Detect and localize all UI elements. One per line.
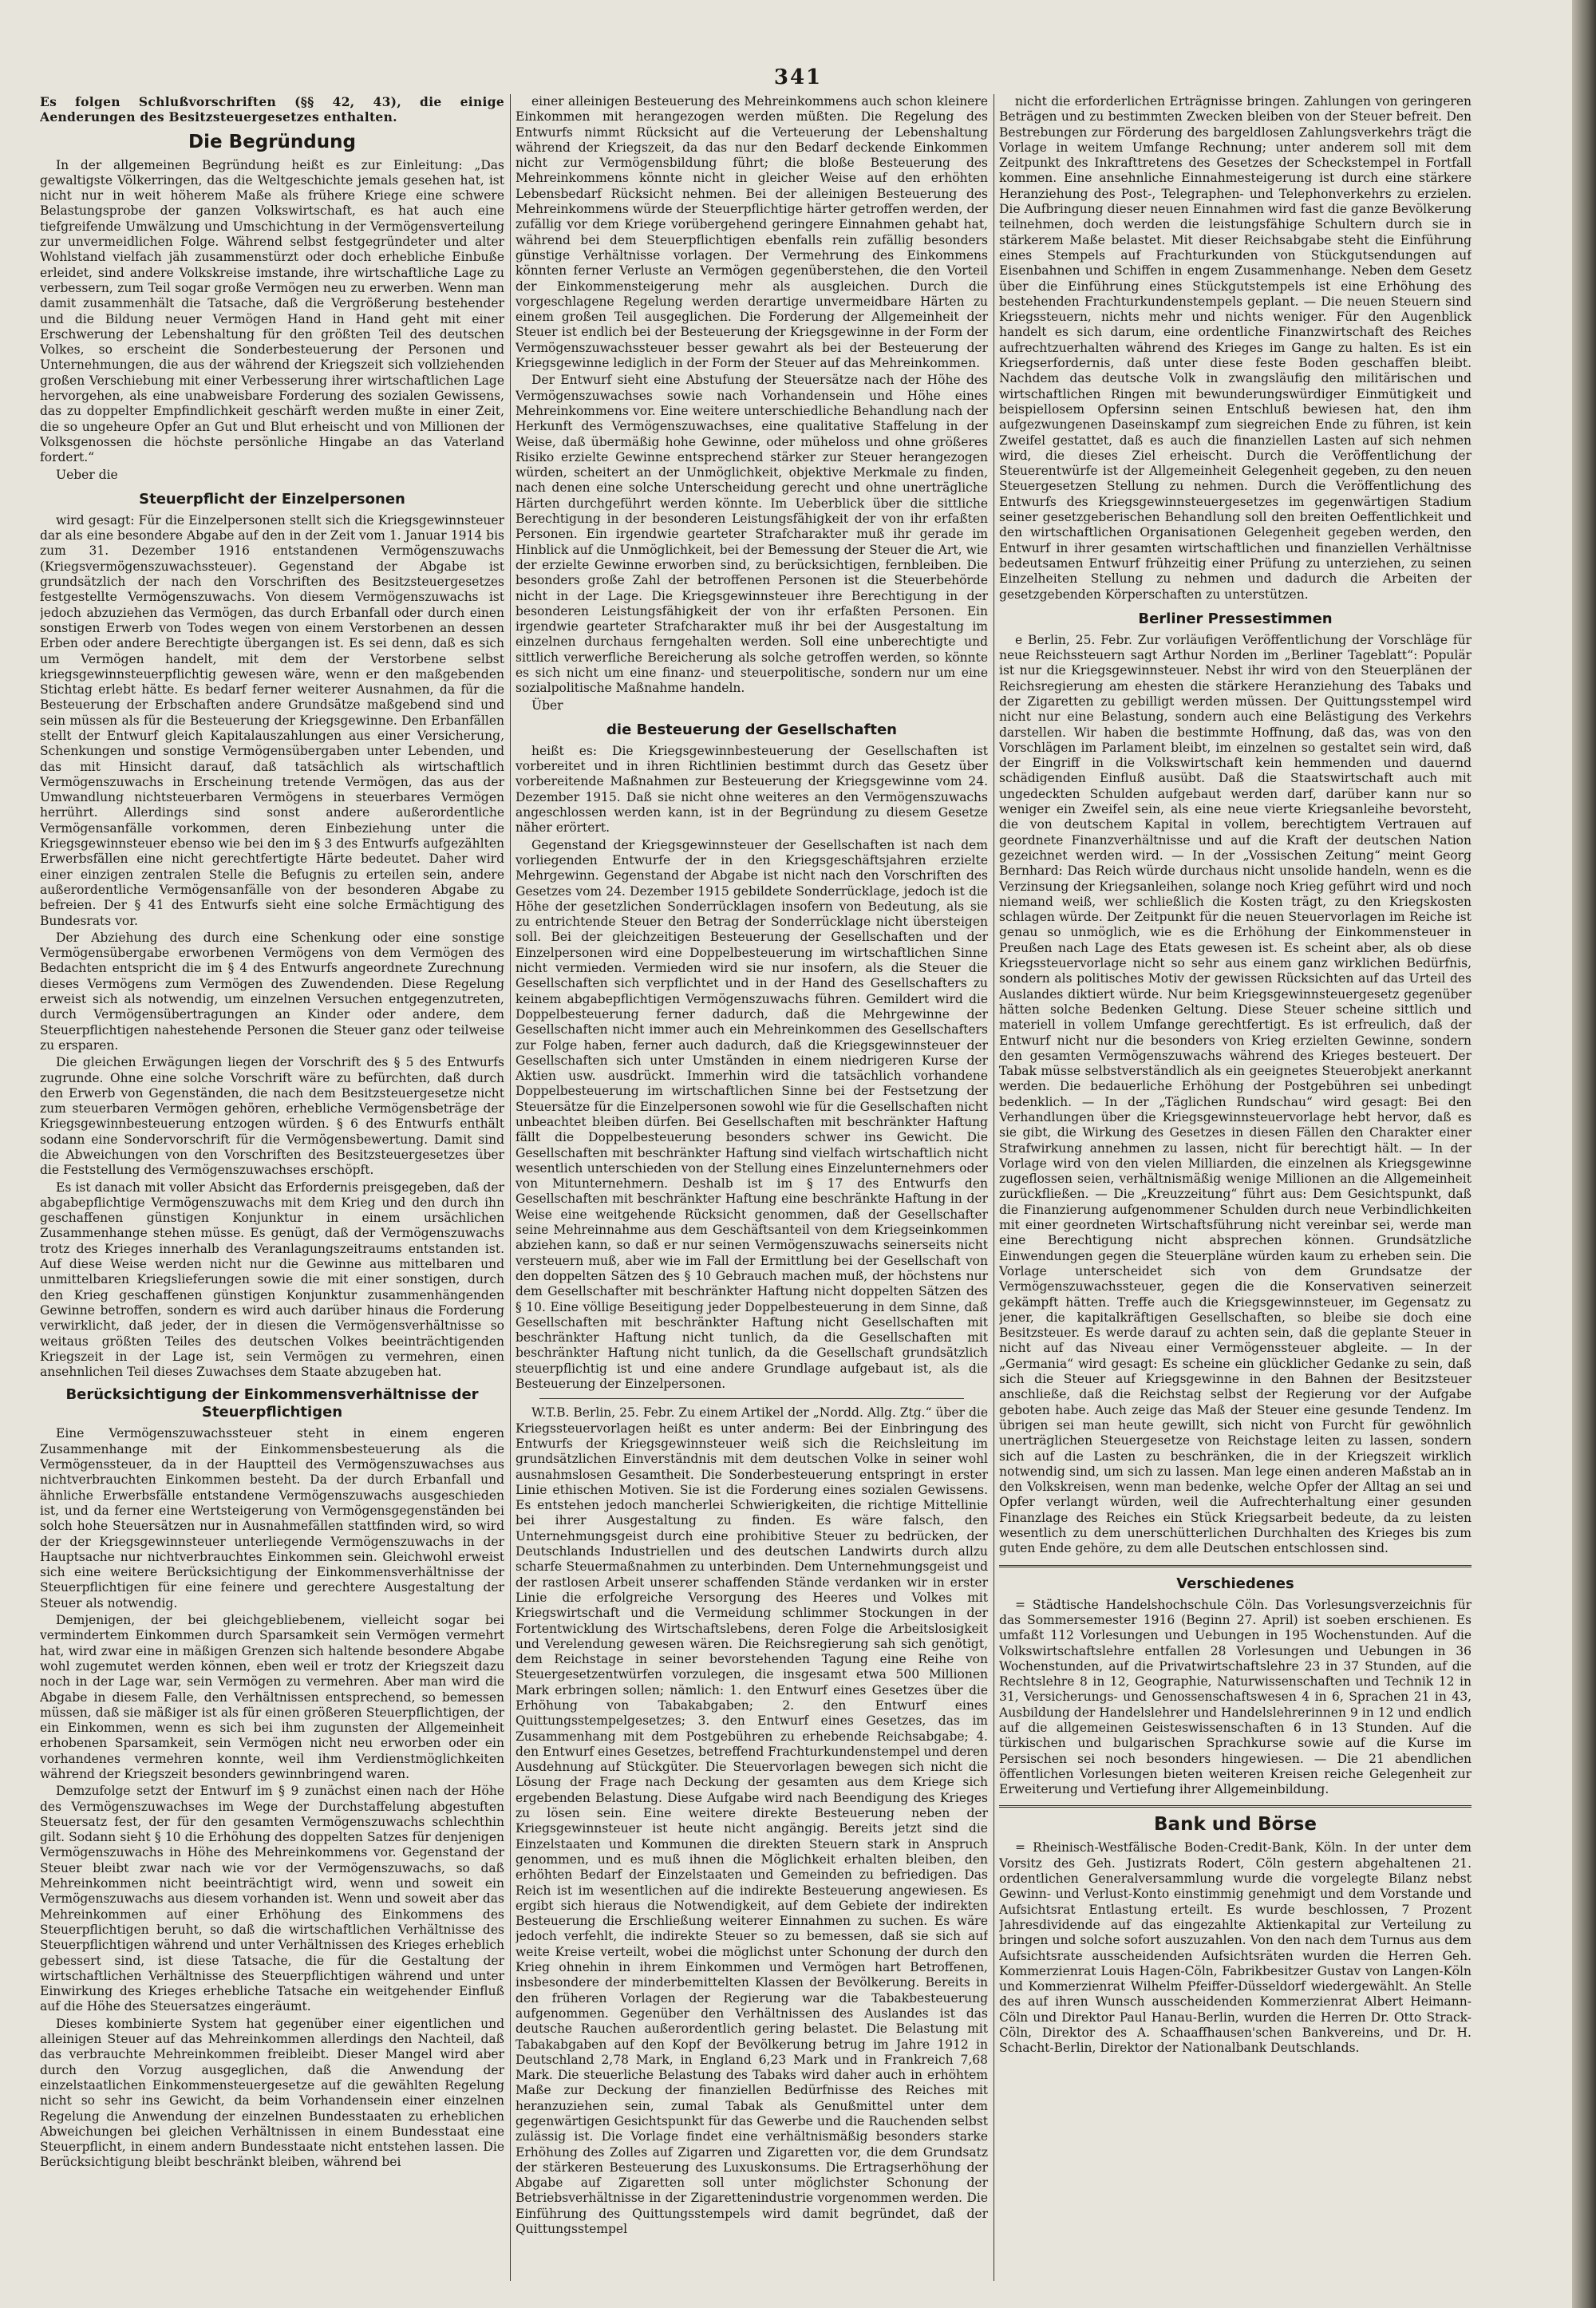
book-spine-shadow [1572,0,1596,2308]
press-paragraph: e Berlin, 25. Febr. Zur vorläufigen Veröffentlichung der Vorschläge für neue Reichssteuern sagt Arthur Norden im „Berliner Tageblatt“: Populär ist nur die Kriegsgewinnsteuer. Nebst ihr wird von den Steuerplänen der Reichsregierung am ehesten die stärkere Heranziehung des Tabaks und der Zigaretten zu gebilligt werden müssen. Der Quittungsstempel wird nicht nur eine Belastung, sondern auch eine Belästigung des Verkehrs darstellen. Wir haben die bestimmte Hoffnung, daß das, was von den Vorschlägen im Parlament bleibt, im einzelnen so gestaltet sein wird, daß der Eingriff in die Volkswirtschaft kein hemmenden und dauernd schädigenden Einfluß ausübt. Daß die Staatswirtschaft auch mit ungedeckten Schulden aufgebaut werden darf, darüber kann nur so weniger ein Zweifel sein, als eine neue vierte Kriegsanleihe bevorsteht, die von deutschem Kapital in vollem, berechtigtem Vertrauen auf geordnete Finanzverhältnisse und auf die Kraft der deutschen Nation gezeichnet werden wird. — In der „Vossischen Zeitung“ meint Georg Bernhard: Das Reich würde durchaus nicht unsolide handeln, wenn es die Verzinsung der Kriegsanleihen, solange noch Krieg geführt wird und noch niemand weiß, wer schließlich die Kosten trägt, zu den Kriegskosten schlagen würde. Der Zeitpunkt für die neuen Steuervorlagen im Reiche ist genau so unmöglich, wie es die Erhöhung der Einkommensteuer in Preußen nach Lage des Etats gewesen ist. Es scheint aber, als ob diese Kriegssteuervorlage nicht so sehr aus einem ganz wirklichen Bedürfnis, sondern als politisches Motiv der gewissen Rücksichten auf das Urteil des Auslandes diktiert würde. Nur beim Kriegsgewinnsteuergesetz gegenüber hätten solche Bedenken Geltung. Diese Steuer scheine sittlich und materiell in vollem Umfange gerechtfertigt. Es ist erfreulich, daß der Entwurf nicht nur die besonders von Krieg erzielten Gewinne, sondern den gesamten Vermögenszuwachs während des Krieges besteuert. Der Tabak müsse selbstverständlich als ein geeignetes Steuerobjekt anerkannt werden. Die bedauerliche Erhöhung der Postgebühren sei unbedingt bedenklich. — In der „Täglichen Rundschau“ wird gesagt: Bei den Verhandlungen über die Kriegsgewinnsteuervorlage hebt hervor, daß es sie gibt, die Wirkung des Gesetzes in diesen Fällen den Charakter einer Strafwirkung annehmen zu lassen, nicht für berechtigt hält. — In der Vorlage wird von den vielen Milliarden, die einzelnen als Kriegsgewinne zugeflossen seien, verhältnismäßig wenige Millionen an die Allgemeinheit zurückfließen. — Die „Kreuzzeitung“ führt aus: Dem Gesichtspunkt, daß die Finanzierung aufgenommener Schulden durch neue Verbindlichkeiten mit einer geordneten Wirtschaftsführung nicht vereinbar sei, werde man eine Berechtigung nicht absprechen können. Grundsätzliche Einwendungen gegen die Steuerpläne würden kaum zu erheben sein. Die Vorlage unterscheidet sich von dem Grundsatze der Vermögenszuwachssteuer, gegen die die Konservativen seinerzeit gekämpft hätten. Treffe auch die Kriegsgewinnsteuer, im Gegensatz zu jener, die kapitalkräftigen Gesellschaften, so bleibe sie doch eine Besitzsteuer. Es werde darauf zu achten sein, daß die geplante Steuer in nicht auf das Niveau einer Vermögenssteuer abgleite. — In der „Germania“ wird gesagt: Es scheine ein glücklicher Gedanke zu sein, daß sich die Steuer auf Kriegsgewinne in den Bahnen der Besitzsteuer anschließe, daß die Reichstag selbst der Regierung vor der Aufgabe geboten habe. Auch zeige das Maß der Steuer eine gesunde Tendenz. Im übrigen sei man heute gewillt, sich nicht von Furcht für gewöhnlich unerträglichen Steuergesetze von Reichstage leiten zu lassen, sondern sich auf die Lasten zu beschränken, die in der Kriegszeit wirklich notwendig sind, um sich zu lassen. Man lege einen anderen Maßstab an in den Volkskreisen, wenn man bedenke, welche Opfer der Alltag an sei und Opfer verlangt würden, weil die Aufrechterhaltung einer gesunden Finanzlage des Reiches ein Stück Kriegsarbeit bedeute, da zu leisten wesentlich zu dem unerschütterlichen Durchhalten des Krieges bis zum guten Ende gehöre, zu dem alle Deutschen entschlossen sind. [999,632,1472,1556]
heading-einkommen: Berücksichtigung der Einkommensverhältnisse der Steuerpflichtigen [65,1386,479,1421]
article-paragraph: Es ist danach mit voller Absicht das Erfordernis preisgegeben, daß der abgabepflichtige Vermögenszuwachs mit dem Krieg und den durch ihn geschaffenen günstigen Konjunktur in einem ursächlichen Zusammenhange stehen müsse. Es genügt, daß der Vermögenszuwachs trotz des Krieges innerhalb des Veranlagungszeitraums entstanden ist. Auf diese Weise werden nicht nur die Gewinne aus mittelbaren und unmittelbaren Kriegslieferungen sowie die mit einer sonstigen, durch den Krieg geschaffenen günstigen Konjunktur zusammenhängenden Gewinne betroffen, sondern es wird auch darüber hinaus die Forderung verwirklicht, daß jeder, der in diesen die Vermögensverhältnisse so weitaus größten Teiles des deutschen Volkes beeinträchtigenden Kriegszeit in der Lage ist, sein Vermögen zu vermehren, einen ansehnlichen Teil dieses Zuwachses dem Staate abzugeben hat. [40,1180,504,1380]
heading-begruendung: Die Begründung [188,131,356,152]
article-paragraph: Gegenstand der Kriegsgewinnsteuer der Gesellschaften ist nach dem vorliegenden Entwurfe der in den Kriegsgeschäftsjahren erzielte Mehrgewinn. Gegenstand der Abgabe ist nicht nach den Vorschriften des Gesetzes vom 24. Dezember 1915 gebildete Sonderrücklage, jedoch ist die Höhe der gesetzlichen Sonderrücklagen insofern von Bedeutung, als sie zu entrichtende Steuer den Betrag der Sonderrücklage nicht übersteigen soll. Bei der gleichzeitigen Besteuerung der Gesellschaften und der Einzelpersonen wird eine Doppelbesteuerung im wirtschaftlichen Sinne nicht vermieden. Vermieden wird sie nur insofern, als die Steuer die Gesellschaften sich verpflichtet und in der Hand des Gesellschafters zu keinem abgabepflichtigen Vermögenszuwachs führen. Gemildert wird die Doppelbesteuerung ferner dadurch, daß die Mehrgewinne der Gesellschaften nicht immer auch ein Mehreinkommen des Gesellschafters zur Folge haben, ferner auch dadurch, daß die Kriegsgewinnsteuer der Gesellschaften sich unter Umständen in einem niedrigeren Kurse der Aktien usw. ausdrückt. Immerhin wird die tatsächlich vorhandene Doppelbesteuerung im wirtschaftlichen Sinne bei der Festsetzung der Steuersätze für die Einzelpersonen sowohl wie für die Gesellschaften nicht unbeachtet bleiben dürfen. Bei Gesellschaften mit beschränkter Haftung fällt die Doppelbesteuerung besonders schwer ins Gewicht. Die Gesellschaften mit beschränkter Haftung sind vielfach wirtschaftlich nicht wesentlich unterschieden von der Stellung eines Einzelunternehmers oder von Mitunternehmern. Deshalb ist im § 17 des Entwurfs den Gesellschaften mit beschränkter Haftung eine beschränkte Haftung in der Weise eine weitgehende Rücksicht genommen, daß der Gesellschafter seine Mehreinnahme aus dem Geschäftsanteil von dem Kriegseinkommen abziehen kann, so daß er nur seinen Vermögenszuwachs seinerseits nicht versteuern muß, aber wie im Fall der Ermittlung bei der Gesellschaft von den doppelten Sätzen des § 10 Gebrauch machen muß, der höchstens nur dem Gesellschafter mit beschränkter Haftung nicht doppelten Sätzen des § 10. Eine völlige Beseitigung jeder Doppelbesteuerung in dem Sinne, daß Gesellschaften mit beschränkter Haftung nicht Gesellschaften mit beschränkter Haftung nicht tunlich, da die Gesellschaften mit beschränkter Haftung nicht tunlich, da die Gesellschaft grundsätzlich steuerpflichtig ist und eine andere Grundlage aufgebaut ist, als die Besteuerung der Einzelpersonen. [516,837,988,1392]
intro-paragraph: Es folgen Schlußvorschriften (§§ 42, 43), die einige Aenderungen des Besitzsteuergesetzes enthalten. [40,94,504,125]
article-paragraph: Demzufolge setzt der Entwurf im § 9 zunächst einen nach der Höhe des Vermögenszuwachses im Wege der Durchstaffelung abgestuften Steuersatz fest, der für den gesamten Vermögenszuwachs schlechthin gilt. Sodann sieht § 10 die Erhöhung des doppelten Satzes für denjenigen Vermögenszuwachs in Höhe des Mehreinkommens vor. Gegenstand der Steuer bleibt zwar nach wie vor der Vermögenszuwachs, so daß Mehreinkommen nicht beeinträchtigt wird, wenn und soweit ein Vermögenszuwachs aus diesem vorhanden ist. Wenn und soweit aber das Mehreinkommen auf einer Erhöhung des Einkommens des Steuerpflichtigen beruht, so daß die wirtschaftlichen Verhältnisse des Steuerpflichtigen während und unter Verhältnissen des Krieges erheblich gebessert sind, ist diese Tatsache, die für die Gestaltung der wirtschaftlichen Verhältnisse des Steuerpflichtigen während und unter Einwirkung des Krieges erhebliche Tatsache ein weitgehender Einfluß auf die Höhe des Steuersatzes eingeräumt. [40,1784,504,2014]
section-divider [539,1398,964,1399]
article-paragraph: Über [531,698,563,713]
article-paragraph: Eine Vermögenszuwachssteuer steht in einem engeren Zusammenhange mit der Einkommensbesteuerung als die Vermögenssteuer, da in der Hauptteil des Vermögenszuwachses aus nichtverbrauchten Einkommen besteht. Da der durch Erbanfall und ähnliche Erwerbsfälle entstandene Vermögenszuwachs ausgeschieden ist, und da ferner eine Wertsteigerung von Vermögensgegenständen bei solch hohe Steuersätzen nur in Ausnahmefällen stattfinden wird, so wird der der Kriegsgewinnsteuer unterliegende Vermögenszuwachs in der Hauptsache nur nichtverbrauchtes Einkommen sein. Gleichwohl erweist sich eine weitere Berücksichtigung der Einkommensverhältnisse der Steuerpflichtigen für eine feinere und gerechtere Ausgestaltung der Steuer als notwendig. [40,1426,504,1610]
news-paragraph: = Städtische Handelshochschule Cöln. Das Vorlesungsverzeichnis für das Sommersemester 1916 (Beginn 27. April) ist soeben erschienen. Es umfaßt 112 Vorlesungen und Uebungen in 195 Wochenstunden. Auf die Volkswirtschaftslehre entfallen 28 Vorlesungen und Uebungen in 36 Wochenstunden, auf die Privatwirtschaftslehre 23 in 37 Stunden, auf die Rechtslehre 8 in 12, Geographie, Naturwissenschaften und Technik 12 in 31, Versicherungs- und Genossenschaftswesen 4 in 6, Sprachen 21 in 43, Ausbildung der Handelslehrer und Handelslehrerinnen 9 in 12 und endlich auf die allgemeinen Geisteswissenschaften 6 in 13 Stunden. Auf die türkischen und bulgarischen Sprachkurse sowie auf die Kurse im Persischen sei noch besonders hingewiesen. — Die 21 abendlichen öffentlichen Vorlesungen bieten weiteren Kreisen reiche Gelegenheit zur Erweiterung und Vertiefung ihrer Allgemeinbildung. [999,1597,1472,1797]
article-paragraph: nicht die erforderlichen Erträgnisse bringen. Zahlungen von geringeren Beträgen und zu bestimmten Zwecken bleiben von der Steuer befreit. Den Bestrebungen zur Förderung des bargeldlosen Zahlungsverkehrs trägt die Vorlage in weitem Umfange Rechnung; unter anderem soll mit dem Zeitpunkt des Inkrafttretens des Gesetzes der Scheckstempel in Fortfall kommen. Eine ansehnliche Einnahmesteigerung ist durch eine stärkere Heranziehung des Post-, Telegraphen- und Telephonverkehrs zu erzielen. Die Aufbringung dieser neuen Einnahmen wird fast die ganze Bevölkerung teilnehmen, doch werden die leistungsfähige Schultern durch sie in stärkerem Maße belastet. Mit dieser Reichsabgabe steht die Einführung eines Stempels auf Frachturkunden von Stückgutsendungen auf Eisenbahnen und Schiffen in engem Zusammenhange. Neben dem Gesetz über die Einführung eines Stückgutstempels ist eine Erhöhung des bestehenden Frachturkundenstempels geplant. — Die neuen Steuern sind Kriegssteuern, nichts mehr und nichts weniger. Für den Augenblick handelt es sich darum, eine ordentliche Finanzwirtschaft des Reiches aufrechtzuerhalten während des Krieges im Gange zu halten. Es ist ein Kriegserfordernis, daß unter diese feste Boden geschaffen bleibt. Nachdem das deutsche Volk in zwangsläufig den militärischen und wirtschaftlichen Ringen mit bewunderungswürdiger Einmütigkeit und beispiellosem Opfersinn seinen Entschluß bewiesen hat, den ihm aufgezwungenen Daseinskampf zum siegreichen Ende zu führen, ist kein Zweifel gestattet, daß es auch die finanziellen Lasten auf sich nehmen wird, die dieses Ziel erheischt. Durch die Veröffentlichung der Steuerentwürfe ist der Allgemeinheit Gelegenheit gegeben, zu den neuen Steuergesetzen Stellung zu nehmen. Durch die Veröffentlichung des Entwurfs des Kriegsgewinnsteuergesetzes im gegenwärtigen Stadium seiner gesetzgeberischen Behandlung soll den breiten Oeffentlichkeit und den wirtschaftlichen Organisationen Gelegenheit gegeben werden, den Entwurf in ihrer gesamten wirtschaftlichen und finanziellen Verhältnisse bedeutsamen Entwurf frühzeitig einer Prüfung zu unterziehen, zu seinen Einzelheiten Stellung zu nehmen und dadurch die Arbeiten der gesetzgebenden Körperschaften zu unterstützen. [999,94,1472,602]
article-paragraph: In der allgemeinen Begründung heißt es zur Einleitung: „Das gewaltigste Völkerringen, das die Weltgeschichte jemals gesehen hat, ist nicht nur in weit höherem Maße als frühere Kriege eine schwere Belastungsprobe der ganzen Volkswirtschaft, es hat auch eine tiefgreifende Umwälzung und Umschichtung in der Vermögensverteilung zur unvermeidlichen Folge. Während selbst festgegründeter und alter Wohlstand vielfach jäh zusammenstürzt oder doch erhebliche Einbuße erleidet, sind andere Volkskreise imstande, ihre wirtschaftliche Lage zu verbessern, zum Teil sogar große Vermögen neu zu erwerben. Wenn man damit zusammenhält die Tatsache, daß die Vergrößerung bestehender und die Bildung neuer Vermögen Hand in Hand geht mit einer Erschwerung der Lebenshaltung für den größten Teil des deutschen Volkes, so erscheint die Sonderbesteuerung der Personen und Unternehmungen, die aus der während der Kriegszeit sich vollziehenden großen Verschiebung mit einer Verbesserung ihrer wirtschaftlichen Lage hervorgehen, als eine unabweisbare Forderung des sozialen Gewissens, das zu doppelter Empfindlichkeit geschärft werden mußte in einer Zeit, die so ungeheure Opfer an Gut und Blut erheischt und von Millionen der Volksgenossen die höchste persönliche Hingabe an das Vaterland fordert.“ [40,157,504,465]
article-paragraph: Demjenigen, der bei gleichgebliebenem, vielleicht sogar bei vermindertem Einkommen durch Sparsamkeit sein Vermögen vermehrt hat, wird zwar eine in mäßigen Grenzen sich haltende besondere Abgabe wohl zugemutet werden können, eben weil er trotz der Kriegszeit dazu noch in der Lage war, sein Vermögen zu vermehren. Aber man wird die Abgabe in diesem Falle, den Verhältnissen entsprechend, so bemessen müssen, daß sie mäßiger ist als für einen größeren Steuerpflichtigen, der ein Einkommen, wenn es sich bei ihm zugunsten der Allgemeinheit erhobenen Sparsamkeit, sein Vermögen nicht neu erworben oder ein vorhandenes vermehren konnte, weil ihm Verdienstmöglichkeiten während der Kriegszeit besonders gewinnbringend waren. [40,1613,504,1781]
column-rule [510,94,511,2281]
column-left [40,94,504,2281]
article-paragraph: heißt es: Die Kriegsgewinnbesteuerung der Gesellschaften ist vorbereitet und in ihren Richtlinien bestimmt durch das Gesetz über vorbereitende Maßnahmen zur Besteuerung der Kriegsgewinne vom 24. Dezember 1915. Daß sie nicht ohne weiteres an den Vermögenszuwachs angeschlossen werden kann, ist in der Begründung zu diesem Gesetze näher erörtert. [516,743,988,836]
column-right [999,94,1472,2281]
article-paragraph: Ueber die [56,467,118,482]
article-paragraph: Der Entwurf sieht eine Abstufung der Steuersätze nach der Höhe des Vermögenszuwachses sowie nach Vorhandensein und Höhe eines Mehreinkommens vor. Eine weitere unterschiedliche Behandlung nach der Herkunft des Vermögenszuwachses, eine qualitative Staffelung in der Weise, daß übermäßig hohe Gewinne, oder müheloss und ohne größeres Risiko erzielte Gewinne entsprechend stärker zur Steuer herangezogen würden, scheitert an der Unmöglichkeit, objektive Merkmale zu finden, nach denen eine solche Unterscheidung gerecht und ohne unerträgliche Härten durchgeführt werden könnte. Im Ueberblick über die sittliche Berechtigung in der besonderen Leistungsfähigkeit der von ihr erfaßten Personen. Ein irgendwie gearteter Strafcharakter muß ihr gerade im Hinblick auf die Unmöglichkeit, bei der Bemessung der Steuer die Art, wie der erzielte Gewinne erworben sind, zu berücksichtigen, fernbleiben. Die besonders große Zahl der betroffenen Personen ist die Steuerbehörde nicht in der Lage. Die Kriegsgewinnsteuer ihre Berechtigung in der besonderen Leistungsfähigkeit der von ihr erfaßten Personen. Ein irgendwie gearteter Strafcharakter muß ihr bei der Ausgestaltung im einzelnen durchaus ferngehalten werden. Soll eine unberechtigte und sittlich verwerfliche Bereicherung als solche getroffen werden, so könnte es sich nicht um eine finanz- und steuerpolitische, sondern nur um eine sozialpolitische Maßnahme handeln. [516,373,988,696]
heading-steuerpflicht: Steuerpflicht der Einzelpersonen [139,490,405,508]
heading-bank: Bank und Börse [1154,1814,1317,1836]
article-paragraph: Die gleichen Erwägungen liegen der Vorschrift des § 5 des Entwurfs zugrunde. Ohne eine solche Vorschrift wäre zu befürchten, daß durch den Erwerb von Gegenständen, die nach dem Besitzsteuergesetze nicht zum steuerbaren Vermögen gehören, erhebliche Vermögensbeträge der Kriegsgewinnbesteuerung entzogen würden. § 6 des Entwurfs enthält sodann eine Sondervorschrift für die Vermögensbewertung. Damit sind die Abweichungen von den Vorschriften des Besitzsteuergesetzes über die Feststellung des Vermögenszuwachses erschöpft. [40,1055,504,1178]
heading-gesellschaften: die Besteuerung der Gesellschaften [606,721,897,738]
article-paragraph: einer alleinigen Besteuerung des Mehreinkommens auch schon kleinere Einkommen mit herangezogen werden müßten. Die Regelung des Entwurfs nimmt Rücksicht auf die Verteuerung der Lebenshaltung während der Kriegszeit, da das nur den Bedarf deckende Einkommen nicht zur Vermögensbildung führt; die bloße Besteuerung des Mehreinkommens könnte nicht in gleicher Weise auf den erhöhten Lebensbedarf Rücksicht nehmen. Bei der alleinigen Besteuerung des Mehreinkommens würde der Steuerpflichtige härter getroffen werden, der zufällig vor dem Kriege vorübergehend geringere Einnahmen gehabt hat, während bei dem Steuerpflichtigen ebenfalls rein zufällig besonders günstige Verhältnisse vorlagen. Der Vermehrung des Einkommens könnten ferner Verluste an Vermögen gegenüberstehen, die den Vorteil der Einkommensteigerung mehr als ausgleichen. Durch die vorgeschlagene Regelung werden derartige unvermeidbare Härten zu einem großen Teil ausgeglichen. Die Forderung der Allgemeinheit der Steuer ist endlich bei der Besteuerung der Kriegsgewinne in der Form der Vermögenszuwachssteuer besser gewahrt als bei der Besteuerung der Kriegsgewinne lediglich in der Form der Steuer auf das Mehreinkommen. [516,94,988,371]
wtb-report-paragraph: W.T.B. Berlin, 25. Febr. Zu einem Artikel der „Nordd. Allg. Ztg.“ über die Kriegssteuervorlagen heißt es unter anderm: Bei der Einbringung des Entwurfs der Kriegsgewinnsteuer weiß sich die Reichsleitung im grundsätzlichen Einverständnis mit dem deutschen Volke in seiner wohl ausnahmslosen Gesamtheit. Die Sonderbesteuerung entspringt in erster Linie ethischen Motiven. Sie ist die Forderung eines sozialen Gewissens. Es entstehen jedoch mancherlei Schwierigkeiten, die richtige Mittellinie bei ihrer Ausgestaltung zu finden. Es wäre falsch, den Unternehmungsgeist durch eine prohibitive Steuer zu bedrücken, der Deutschlands Industriellen und des deutschen Landwirts durch allzu scharfe Steuermaßnahmen zu unterbinden. Dem Unternehmungsgeist und der rastlosen Arbeit unserer schaffenden Stände verdanken wir in erster Linie die erfolgreiche Versorgung des Heeres und Volkes mit Kriegswirtschaft und die Vermeidung schlimmer Stockungen in der Fortentwicklung des Wirtschaftslebens, deren Folge die Arbeitslosigkeit und Verelendung gewesen wären. Die Reichsregierung sah sich genötigt, dem Reichstage in seiner bevorstehenden Tagung eine Reihe von Steuergesetzentwürfen vorzulegen, die insgesamt etwa 500 Millionen Mark erbringen sollen; nämlich: 1. den Entwurf eines Gesetzes über die Erhöhung von Tabakabgaben; 2. den Entwurf eines Quittungsstempelgesetzes; 3. den Entwurf eines Gesetzes, das im Zusammenhang mit dem Postgebühren zu erhebende Reichsabgabe; 4. den Entwurf eines Gesetzes, betreffend Frachturkundenstempel und deren Ausdehnung auf Stückgüter. Die Steuervorlagen bewegen sich nicht die Lösung der Frage nach Deckung der gesamten aus dem Kriege sich ergebenden Belastung. Diese Aufgabe wird nach Beendigung des Krieges zu lösen sein. Eine weitere direkte Besteuerung neben der Kriegsgewinnsteuer ist heute nicht angängig. Bereits jetzt sind die Einzelstaaten und Kommunen die direkten Steuern stark in Anspruch genommen, und es muß ihnen die Möglichkeit erhalten bleiben, den erhöhten Bedarf der Einzelstaaten und Gemeinden zu befriedigen. Das Reich ist im wesentlichen auf die indirekte Besteuerung angewiesen. Es ergibt sich hieraus die Notwendigkeit, auf dem Gebiete der indirekten Besteuerung die Erschließung weiterer Einnahmen zu suchen. Es wäre jedoch verfehlt, die indirekte Steuer so zu bemessen, daß sie sich auf weite Kreise verteilt, wobei die möglichst unter Schonung der durch den Krieg ohnehin in ihrem Einkommen und Vermögen hart Betroffenen, insbesondere der minderbemittelten Klassen der Bevölkerung. Bereits in den früheren Vorlagen der Regierung war die Tabakbesteuerung aufgenommen. Gegenüber den Verhältnissen des Auslandes ist das deutsche Rauchen außerordentlich gering belastet. Die Belastung mit Tabakabgaben auf den Kopf der Bevölkerung betrug im Jahre 1912 in Deutschland 2,78 Mark, in England 6,23 Mark und in Frankreich 7,68 Mark. Die steuerliche Belastung des Tabaks wird daher auch in erhöhtem Maße zur Deckung der finanziellen Bedürfnisse des Reiches mit heranzuziehen sein, zumal Tabak als Genußmittel unter dem gegenwärtigen Gesichtspunkt für das Gewerbe und die Rauchenden selbst zulässig ist. Die Vorlage findet eine verhältnismäßig besonders starke Erhöhung des Zolles auf Zigarren und Zigaretten vor, die dem Grundsatz der stärkeren Besteuerung des Luxuskonsums. Die Ertragserhöhung der Abgabe auf Zigaretten soll unter möglichster Schonung der Betriebsverhältnisse in der Zigarettenindustrie vorgenommen werden. Die Einführung des Quittungsstempels wird damit begründet, daß der Quittungsstempel [516,1405,988,2237]
heading-presse: Berliner Pressestimmen [1138,610,1333,627]
article-paragraph: Dieses kombinierte System hat gegenüber einer eigentlichen und alleinigen Steuer auf das Mehreinkommen allerdings den Nachteil, daß das verbrauchte Mehreinkommen freibleibt. Dieser Mangel wird aber durch den Vorzug ausgeglichen, daß die Anwendung der einzelstaatlichen Einkommensteuergesetze auf die gewählten Regelung nicht so sehr ins Gewicht, da beim Vorhandensein einer einzelnen Regelung die Anwendung der einzelnen Bundesstaaten zu erheblichen Abweichungen bei gleichen Verhältnissen in einem Bundesstaat eine Steuerpflicht, in einem andern Bundesstaate nicht entstehen lassen. Die Berücksichtigung bleibt beschränkt bleiben, während bei [40,2016,504,2170]
page-number: 341 [773,65,823,89]
news-paragraph: = Rheinisch-Westfälische Boden-Credit-Bank, Köln. In der unter dem Vorsitz des Geh. Justizrats Rodert, Cöln gestern abgehaltenen 21. ordentlichen Generalversammlung wurde die vorgelegte Bilanz nebst Gewinn- und Verlust-Konto einstimmig genehmigt und dem Vorstande und Aufsichtsrat Entlastung erteilt. Es wurde beschlossen, 7 Prozent Jahresdividende auf das eingezahlte Aktienkapital zur Verteilung zu bringen und solche sofort auszuzahlen. Von den nach dem Turnus aus dem Aufsichtsrate ausscheidenden Aufsichtsräten wurden die Herren Geh. Kommerzienrat Louis Hagen-Cöln, Fabrikbesitzer Gustav von Langen-Köln und Kommerzienrat Wilhelm Pfeiffer-Düsseldorf wiedergewählt. An Stelle des auf ihren Wunsch ausscheidenden Kommerzienrat Albert Heimann-Cöln und Direktor Paul Hanau-Berlin, wurden die Herren Dr. Otto Strack-Cöln, Direktor des A. Schaaffhausen'schen Bankvereins, und Dr. H. Schacht-Berlin, Direktor der Nationalbank Deutschlands. [999,1840,1472,2056]
section-divider [999,1805,1472,1808]
heading-verschiedenes: Verschiedenes [1176,1575,1294,1592]
article-paragraph: wird gesagt: Für die Einzelpersonen stellt sich die Kriegsgewinnsteuer dar als eine besondere Abgabe auf den in der Zeit vom 1. Januar 1914 bis zum 31. Dezember 1916 entstandenen Vermögenszuwachs (Kriegsvermögenszuwachssteuer). Gegenstand der Abgabe ist grundsätzlich der nach den Vorschriften des Besitzsteuergesetzes festgestellte Vermögenszuwachs. Von diesem Vermögenszuwachs ist jedoch abzuziehen das Vermögen, das durch Erbanfall oder durch einen sonstigen Erwerb von Todes wegen von einem Verstorbenen an dessen Erben oder andere Berechtigte übergangen ist. Es sei denn, daß es sich um Vermögen handelt, mit dem der Verstorbene selbst kriegsgewinnsteuerpflichtig gewesen wäre, wenn er den maßgebenden Stichtag erlebt hätte. Es bedarf ferner weiterer Ausnahmen, da für die Besteuerung der Erbschaften andere Grundsätze maßgebend sind und sein müssen als für die Besteuerung der Kriegsgewinne. Den Erbanfällen stellt der Entwurf gleich Kapitalauszahlungen aus einer Versicherung, Schenkungen und sonstige Vermögensübergaben unter Lebenden, und das mit Hinsicht darauf, daß tatsächlich als wirtschaftlich Vermögenszuwachs in Erscheinung tretende Vermögen, das aus der Umwandlung nichtsteuerbaren Vermögens in steuerbares Vermögen herrührt. Allerdings sind sonst andere außerordentliche Vermögensanfälle vorkommen, deren Einbeziehung unter die Kriegsgewinnsteuer ebenso wie bei den im § 3 des Entwurfs aufgezählten Erwerbsfällen eine nicht gerechtfertigte Härte bedeutet. Daher wird einer einzigen zentralen Stelle die Befugnis zu erteilen sein, andere außerordentliche Vermögensanfälle von der besonderen Abgabe zu befreien. Der § 41 des Entwurfs sieht eine solche Ermächtigung des Bundesrats vor. [40,512,504,928]
section-divider [999,1565,1472,1567]
article-paragraph: Der Abziehung des durch eine Schenkung oder eine sonstige Vermögensübergabe erworbenen Vermögens von dem Vermögen des Bedachten entspricht die im § 4 des Entwurfs angeordnete Zurechnung dieses Vermögens zum Vermögen des Zuwendenden. Diese Regelung erweist sich als notwendig, um einzelnen Versuchen entgegenzutreten, durch Vermögensübertragungen an Kinder oder andere, dem Steuerpflichtigen nahestehende Personen die Steuer ganz oder teilweise zu ersparen. [40,930,504,1053]
column-middle [516,94,988,2281]
